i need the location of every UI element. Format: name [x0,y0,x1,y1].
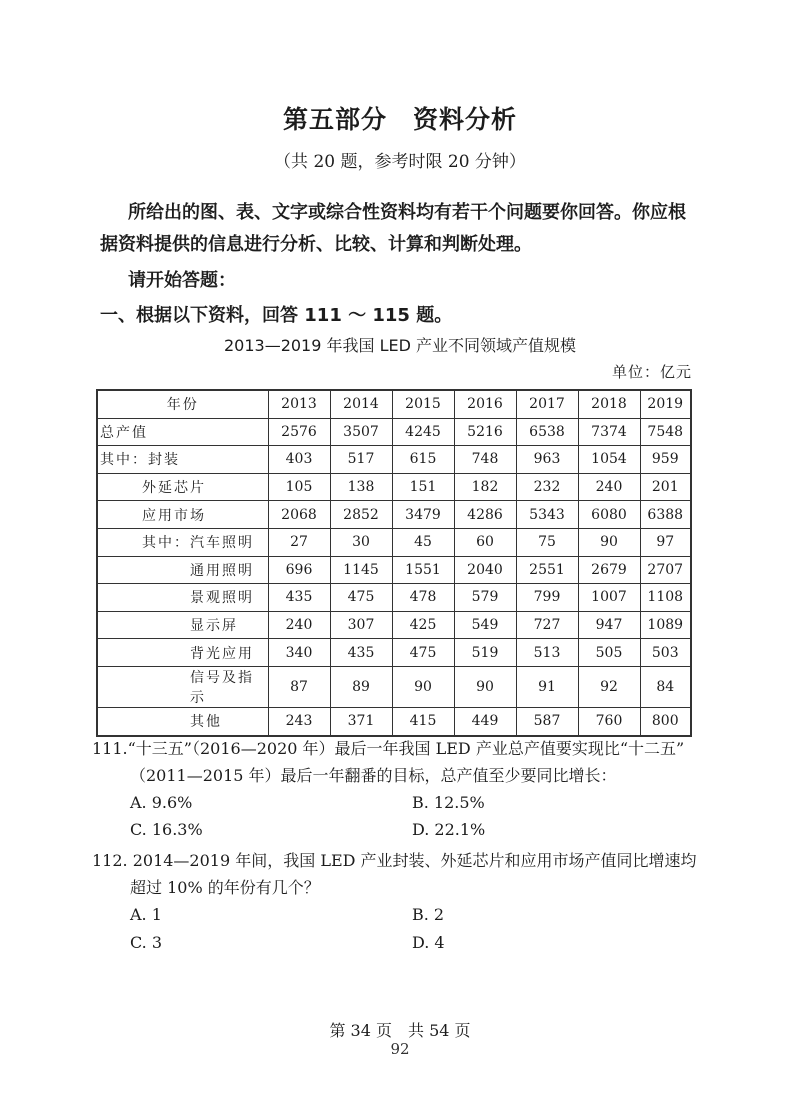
row-label: 其他 [97,707,268,735]
table-cell: 748 [454,446,516,474]
table-cell: 475 [392,639,454,667]
year-header: 2016 [454,390,516,418]
table-cell: 307 [330,611,392,639]
table-cell: 579 [454,584,516,612]
table-cell: 90 [578,528,640,556]
table-cell: 243 [268,707,330,735]
table-cell: 503 [640,639,691,667]
option-c: C. 16.3% [130,820,203,839]
table-cell: 240 [268,611,330,639]
part-title: 第五部分 资料分析 [282,105,517,134]
section-heading: 一、根据以下资料，回答 111 ～ 115 题。 [100,305,453,326]
table-cell: 449 [454,707,516,735]
table-cell: 1089 [640,611,691,639]
table-cell: 1108 [640,584,691,612]
table-cell: 435 [268,584,330,612]
table-cell: 4245 [392,418,454,446]
option-c: C. 3 [130,933,163,952]
table-row [97,528,691,556]
question-112-line-2: 超过 10% 的年份有几个？ [130,878,320,897]
table-unit: 单位：亿元 [611,363,692,381]
table-cell: 30 [330,528,392,556]
table-cell: 201 [640,473,691,501]
table-cell: 1551 [392,556,454,584]
table-cell: 105 [268,473,330,501]
table-cell: 403 [268,446,330,474]
table-cell: 696 [268,556,330,584]
table-cell: 92 [578,666,640,707]
table-cell: 415 [392,707,454,735]
table-cell: 475 [330,584,392,612]
table-cell: 799 [516,584,578,612]
table-row [97,473,691,501]
table-cell: 505 [578,639,640,667]
table-row [97,611,691,639]
table-cell: 60 [454,528,516,556]
table-cell: 45 [392,528,454,556]
page-number: 第 34 页 共 54 页 [329,1021,471,1040]
table-cell: 947 [578,611,640,639]
option-a: A. 9.6% [130,793,193,812]
table-cell: 587 [516,707,578,735]
table-cell: 1007 [578,584,640,612]
year-header: 2013 [268,390,330,418]
table-cell: 425 [392,611,454,639]
table-cell: 340 [268,639,330,667]
table-cell: 138 [330,473,392,501]
table-cell: 90 [454,666,516,707]
table-row [97,707,691,735]
table-cell: 3479 [392,501,454,529]
table-cell: 549 [454,611,516,639]
table-cell: 84 [640,666,691,707]
led-output-table [96,389,692,737]
part-subtitle: （共 20 题，参考时限 20 分钟） [274,152,526,172]
table-cell: 800 [640,707,691,735]
table-cell: 97 [640,528,691,556]
table-cell: 182 [454,473,516,501]
option-b: B. 12.5% [412,793,485,812]
table-row [97,639,691,667]
table-cell: 6388 [640,501,691,529]
start-prompt: 请开始答题： [128,270,236,291]
year-header: 2017 [516,390,578,418]
table-cell: 89 [330,666,392,707]
table-cell: 5216 [454,418,516,446]
table-cell: 4286 [454,501,516,529]
table-cell: 959 [640,446,691,474]
table-cell: 90 [392,666,454,707]
instruction-line-2: 据资料提供的信息进行分析、比较、计算和判断处理。 [100,234,532,255]
table-cell: 2679 [578,556,640,584]
table-cell: 27 [268,528,330,556]
row-label: 通用照明 [97,556,268,584]
table-row [97,584,691,612]
question-112-line-1: 112. 2014—2019 年间，我国 LED 产业封装、外延芯片和应用市场产值同比增速均 [92,851,697,870]
option-b: B. 2 [412,905,445,924]
table-cell: 760 [578,707,640,735]
row-label: 外延芯片 [97,473,268,501]
table-row [97,501,691,529]
row-label: 信号及指示 [97,666,268,707]
table-cell: 5343 [516,501,578,529]
table-cell: 87 [268,666,330,707]
table-cell: 513 [516,639,578,667]
row-label: 其中：封装 [97,446,268,474]
table-row [97,556,691,584]
table-row [97,418,691,446]
table-cell: 91 [516,666,578,707]
table-cell: 2040 [454,556,516,584]
row-label: 背光应用 [97,639,268,667]
option-a: A. 1 [130,905,162,924]
table-cell: 2707 [640,556,691,584]
table-cell: 75 [516,528,578,556]
row-label: 总产值 [97,418,268,446]
table-cell: 435 [330,639,392,667]
year-header: 2019 [640,390,691,418]
table-cell: 963 [516,446,578,474]
table-cell: 232 [516,473,578,501]
instruction-line-1: 所给出的图、表、文字或综合性资料均有若干个问题要你回答。你应根 [128,202,686,223]
table-cell: 2068 [268,501,330,529]
table-cell: 727 [516,611,578,639]
question-111-line-2: （2011—2015 年）最后一年翻番的目标，总产值至少要同比增长： [130,766,617,785]
year-header: 2018 [578,390,640,418]
year-header: 2014 [330,390,392,418]
table-cell: 1145 [330,556,392,584]
table-cell: 7548 [640,418,691,446]
table-row [97,446,691,474]
table-row [97,666,691,707]
print-page-number: 92 [390,1040,410,1058]
row-label: 景观照明 [97,584,268,612]
table-cell: 151 [392,473,454,501]
question-111-line-1: 111.“十三五”（2016—2020 年）最后一年我国 LED 产业总产值要实现比“十二五” [92,739,685,758]
table-cell: 371 [330,707,392,735]
year-header: 2015 [392,390,454,418]
table-cell: 7374 [578,418,640,446]
option-d: D. 4 [412,933,445,952]
table-cell: 6080 [578,501,640,529]
table-cell: 2576 [268,418,330,446]
table-cell: 240 [578,473,640,501]
table-cell: 615 [392,446,454,474]
table-cell: 478 [392,584,454,612]
table-cell: 519 [454,639,516,667]
table-cell: 2551 [516,556,578,584]
row-label: 应用市场 [97,501,268,529]
year-header-label: 年份 [97,390,268,418]
table-cell: 3507 [330,418,392,446]
table-cell: 2852 [330,501,392,529]
table-title: 2013—2019 年我国 LED 产业不同领域产值规模 [223,336,577,355]
row-label: 显示屏 [97,611,268,639]
table-cell: 517 [330,446,392,474]
option-d: D. 22.1% [412,820,486,839]
row-label: 其中：汽车照明 [97,528,268,556]
table-cell: 1054 [578,446,640,474]
table-cell: 6538 [516,418,578,446]
table-header-row [97,390,691,418]
